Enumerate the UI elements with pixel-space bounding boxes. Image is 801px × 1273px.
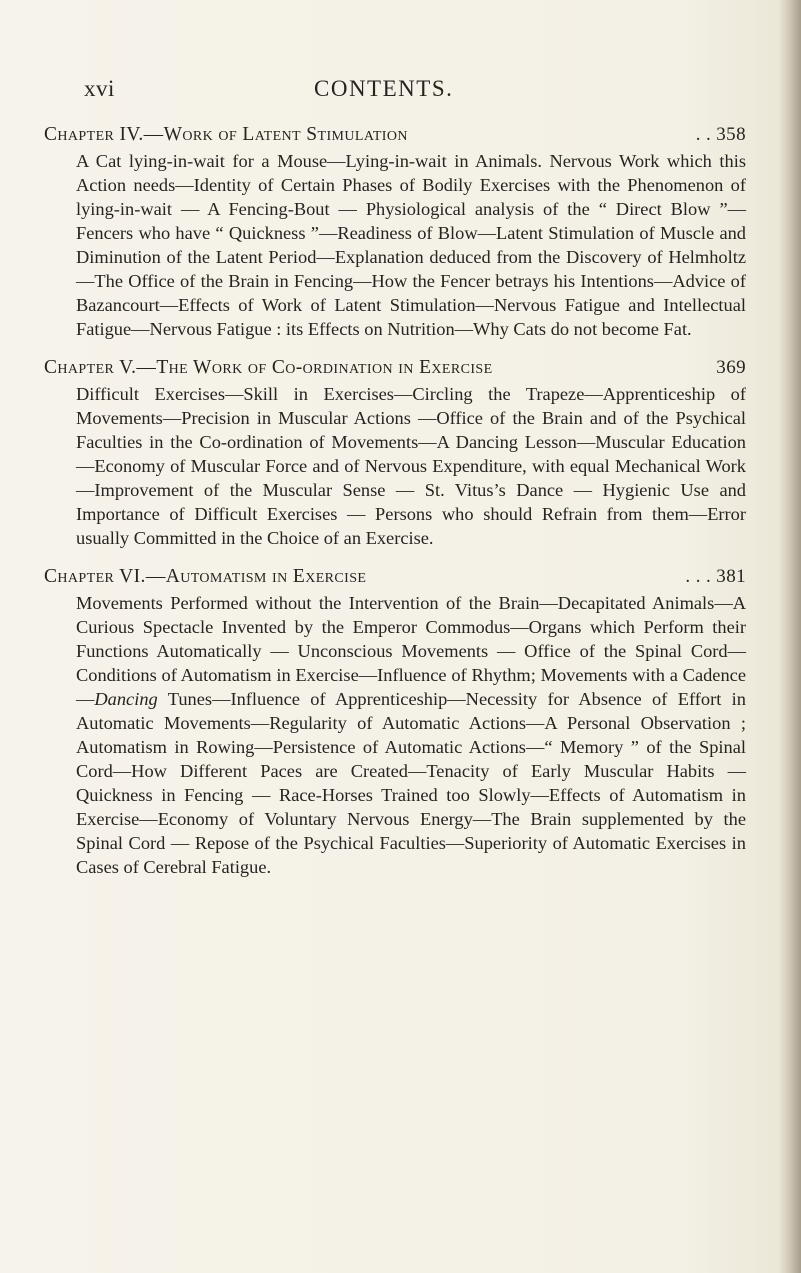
chapter-summary: A Cat lying-in-wait for a Mouse—Lying-in-wait in Animals. Nervous Work which this Action needs—Identity of Certain Phases of Bodily Exercises with the Phenomenon of lying-in-wait — A Fencing-Bout — Physiological analysis of the “ Direct Blow ”—Fencers who have “ Quickness ”—Readiness of Blow—Latent Stimulation of Muscle and Diminution of the Latent Period—Explanation deduced from the Discovery of Helmholtz—The Office of the Brain in Fencing—How the Fencer betrays his Intentions—Advice of Bazancourt—Effects of Work of Latent Stimulation—Nervous Fatigue and Intellectual Fatigue—Nervous Fatigue : its Effects on Nutrition—Why Cats do not become Fat. bbox=[76, 151, 746, 339]
chapter-page-number: 369 bbox=[716, 357, 746, 378]
chapter-heading: Chapter IV.—Work of Latent Stimulation bbox=[44, 124, 408, 145]
chapter-heading: Chapter VI.—Automatism in Exercise bbox=[44, 566, 367, 587]
chapter-heading-row bbox=[44, 122, 746, 148]
summary-text: Tunes—Influence of Apprenticeship—Necessity for Absence of Effort in Automatic Movements—Regularity of Automatic Actions—A Personal Observation ; Automatism in Rowing—Persistence of Automatic Actions—“ Memory ” of the Spinal Cord—How Different Paces are Created—Tenacity of Early Muscular Habits — Quickness in Fencing — Race-Horses Trained too Slowly—Effects of Automatism in Exercise—Economy of Voluntary Nervous Energy—The Brain supplemented by the Spinal Cord — Repose of the Psychical Faculties—Superiority of Automatic Exercises in Cases of Cerebral Fatigue. bbox=[76, 689, 746, 877]
chapter-entry bbox=[44, 564, 746, 879]
running-head bbox=[84, 76, 694, 106]
chapter-heading-row bbox=[44, 564, 746, 590]
chapter-entry bbox=[44, 355, 746, 550]
chapter-heading-row bbox=[44, 355, 746, 381]
chapter-summary bbox=[76, 591, 746, 879]
chapter-summary: Difficult Exercises—Skill in Exercises—Circling the Trapeze—Apprenticeship of Movements—Precision in Muscular Actions —Office of the Brain and of the Psychical Faculties in the Co-ordination of Movements—A Dancing Lesson—Muscular Education—Economy of Muscular Force and of Nervous Expenditure, with equal Mechanical Work—Improvement of the Muscular Sense — St. Vitus’s Dance — Hygienic Use and Importance of Difficult Exercises — Persons who should Refrain from them—Error usually Committed in the Choice of an Exercise. bbox=[76, 384, 746, 548]
chapter-heading: Chapter V.—The Work of Co-ordination in Exercise bbox=[44, 357, 493, 378]
contents-list bbox=[44, 122, 746, 893]
page-number: xvi bbox=[84, 76, 115, 101]
page-edge-shadow bbox=[779, 0, 801, 1273]
running-title: CONTENTS. bbox=[314, 76, 454, 101]
chapter-page-number: . . 358 bbox=[695, 124, 746, 145]
summary-italic-text: Dancing bbox=[94, 689, 158, 709]
summary-text: Movements Performed without the Intervention of the Brain—Decapitated Animals—A Curious Spectacle Invented by the Emperor Commodus—Organs which Perform their Functions Automatically — Unconscious Movements — Office of the Spinal Cord—Conditions of Automatism in Exercise—Influence of Rhythm; Movements with a Cadence— bbox=[76, 593, 746, 709]
chapter-entry bbox=[44, 122, 746, 341]
chapter-page-number: . . . 381 bbox=[685, 566, 746, 587]
